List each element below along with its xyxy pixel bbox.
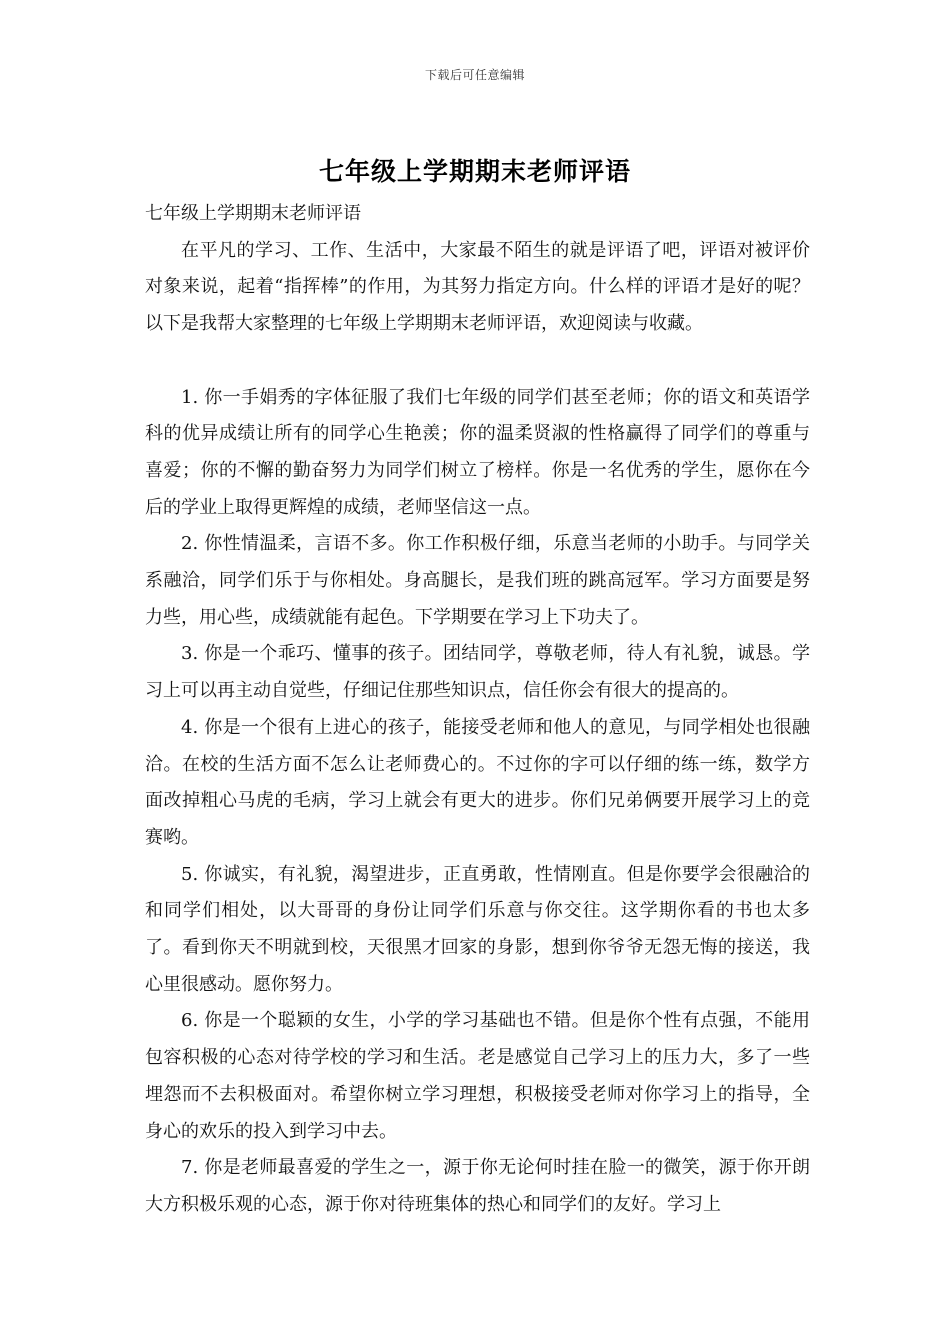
page-title: 七年级上学期期末老师评语 — [318, 157, 631, 186]
intro-paragraph: 在平凡的学习、工作、生活中，大家最不陌生的就是评语了吧，评语对被评价对象来说，起着“指挥棒”的作用，为其努力指定方向。什么样的评语才是好的呢？以下是我帮大家整理的七年级上学期期末老师评语，欢迎阅读与收藏。 — [145, 239, 810, 335]
comment-paragraph-4: 4. 你是一个很有上进心的孩子，能接受老师和他人的意见，与同学相处也很融洽。在校的生活方面不怎么让老师费心的。不过你的字可以仔细的练一练，数学方面改掉粗心马虎的毛病，学习上就会有更大的进步。你们兄弟俩要开展学习上的竞赛哟。 — [145, 716, 810, 848]
header-note: 下载后可任意编辑 — [424, 68, 525, 82]
comment-paragraph-3: 3. 你是一个乖巧、懂事的孩子。团结同学，尊敬老师，待人有礼貌，诚恳。学习上可以再主动自觉些，仔细记住那些知识点，信任你会有很大的提高的。 — [145, 643, 810, 702]
comment-paragraph-6: 6. 你是一个聪颖的女生，小学的学习基础也不错。但是你个性有点强，不能用包容积极的心态对待学校的学习和生活。老是感觉自己学习上的压力大，多了一些埋怨而不去积极面对。希望你树立学习理想，积极接受老师对你学习上的指导，全身心的欢乐的投入到学习中去。 — [145, 1010, 810, 1142]
comment-paragraph-1: 1. 你一手娟秀的字体征服了我们七年级的同学们甚至老师；你的语文和英语学科的优异成绩让所有的同学心生艳羡；你的温柔贤淑的性格赢得了同学们的尊重与喜爱；你的不懈的勤奋努力为同学们树立了榜样。你是一名优秀的学生，愿你在今后的学业上取得更辉煌的成绩，老师坚信这一点。 — [145, 386, 810, 518]
document-subtitle: 七年级上学期期末老师评语 — [145, 203, 361, 224]
comment-paragraph-5: 5. 你诚实，有礼貌，渴望进步，正直勇敢，性情刚直。但是你要学会很融洽的和同学们相处，以大哥哥的身份让同学们乐意与你交往。这学期你看的书也太多了。看到你天不明就到校，天很黑才回家的身影，想到你爷爷无怨无悔的接送，我心里很感动。愿你努力。 — [145, 863, 810, 995]
document-body — [145, 196, 810, 1224]
comment-paragraph-2: 2. 你性情温柔，言语不多。你工作积极仔细，乐意当老师的小助手。与同学关系融洽，同学们乐于与你相处。身高腿长，是我们班的跳高冠军。学习方面要是努力些，用心些，成绩就能有起色。下学期要在学习上下功夫了。 — [145, 533, 810, 628]
comment-paragraph-7: 7. 你是老师最喜爱的学生之一，源于你无论何时挂在脸一的微笑，源于你开朗大方积极乐观的心态，源于你对待班集体的热心和同学们的友好。学习上 — [145, 1157, 810, 1215]
